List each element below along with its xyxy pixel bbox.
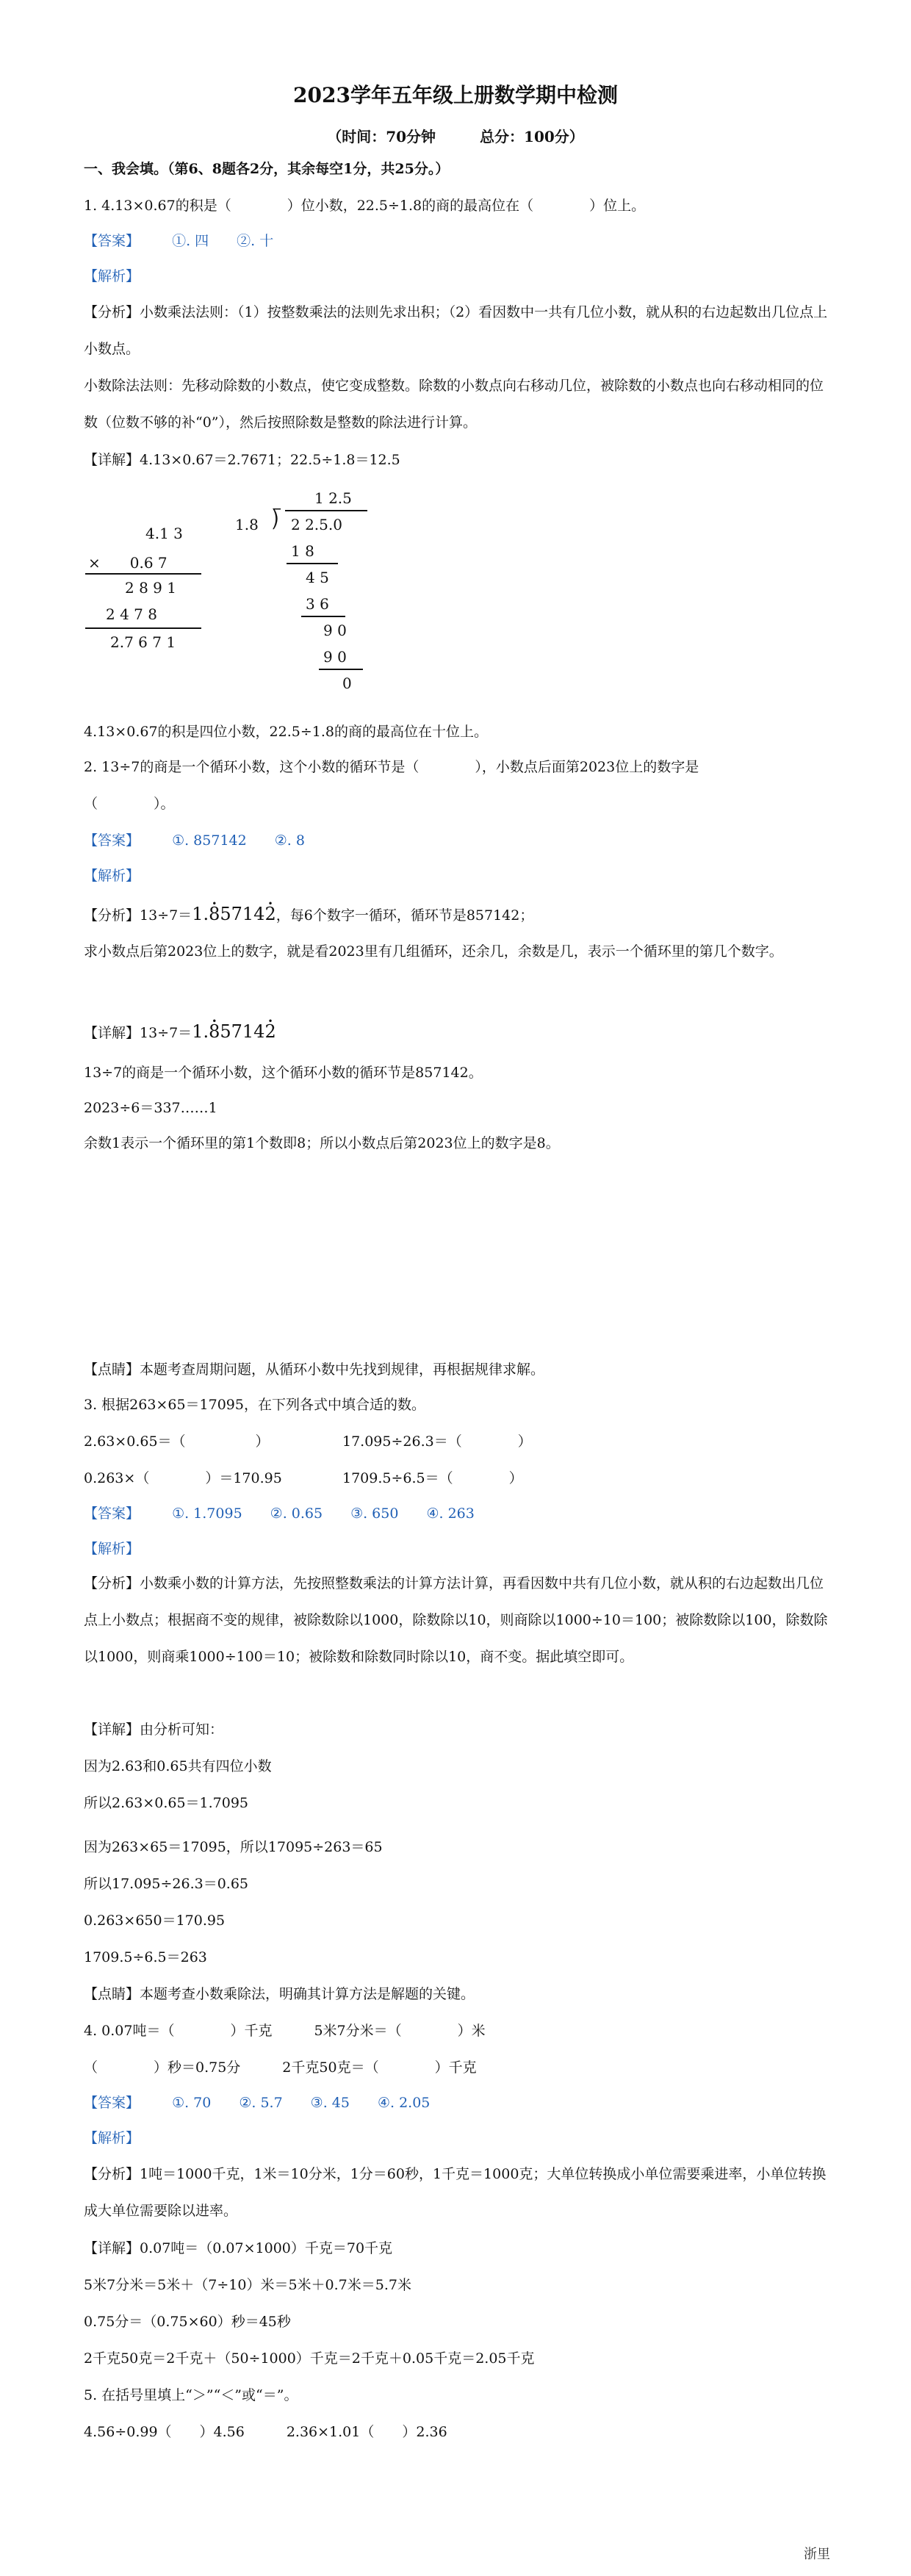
q3-answer xyxy=(84,1503,475,1524)
q1-question: 1. 4.13×0.67的积是（ ）位小数，22.5÷1.8的商的最高位在（ ）位上。 xyxy=(84,198,646,214)
repeating-decimal xyxy=(192,904,276,924)
q1-fenxi-1: 【分析】小数乘法法则：（1）按整数乘法的法则先求出积；（2）看因数中一共有几位小数，就从积的右边起数出几位点上小数点。 xyxy=(84,304,828,357)
q2-question-1: 2. 13÷7的商是一个循环小数，这个小数的循环节是（ ），小数点后面第2023位上的数字是 xyxy=(84,759,699,775)
q2-detail-2: 2023÷6＝337……1 xyxy=(84,1100,217,1116)
section-heading: 一、我会填。（第6、8题各2分，其余每空1分，共25分。） xyxy=(84,161,450,177)
q2-detail-1: 13÷7的商是一个循环小数，这个循环小数的循环节是857142。 xyxy=(84,1065,483,1081)
q2-answer-text: ①. 857142 ②. 8 xyxy=(172,832,305,849)
q5-line-1: 4.56÷0.99（ ）4.56 2.36×1.01（ ）2.36 xyxy=(84,2424,447,2440)
mult-row-3: 2 8 9 1 xyxy=(125,579,176,597)
div-step-5: 9 0 xyxy=(323,648,347,666)
q2-question-2: （ ）。 xyxy=(84,796,175,812)
answer-label: 【答案】 xyxy=(84,1505,140,1522)
q1-fenxi-2: 小数除法法则：先移动除数的小数点，使它变成整数。除数的小数点向右移动几位，被除数的小数点也向右移动相同的位数（位数不够的补“0”），然后按照除数是整数的除法进行计算。 xyxy=(84,378,824,431)
q3-fenxi: 【分析】小数乘小数的计算方法，先按照整数乘法的计算方法计算，再看因数中共有几位小数，就从积的右边起数出几位点上小数点；根据商不变的规律，被除数除以1000，除数除以10，则商除以1000÷10＝100；被除数除以100，除数除以1000，则商乘1000÷100＝10；被除数和除数同时除以10，商不变。据此填空即可。 xyxy=(84,1575,828,1665)
q1-conclusion: 4.13×0.67的积是四位小数，22.5÷1.8的商的最高位在十位上。 xyxy=(84,724,488,740)
div-line-2 xyxy=(301,616,345,617)
q3-analysis-label: 【解析】 xyxy=(84,1541,140,1557)
answer-label: 【答案】 xyxy=(84,2095,140,2111)
q3-detail-6: 1709.5÷6.5＝263 xyxy=(84,1949,207,1965)
div-dividend: 2 2.5.0 xyxy=(291,516,342,533)
mult-line-1 xyxy=(85,573,201,575)
rep-int: 1. xyxy=(192,904,209,924)
rep-mid: 5714 xyxy=(220,1021,265,1042)
div-line-1 xyxy=(287,563,338,564)
q3-answer-text: ①. 1.7095 ②. 0.65 ③. 650 ④. 263 xyxy=(172,1505,475,1522)
footer-watermark: 浙里 xyxy=(804,2547,830,2562)
div-step-1: 1 8 xyxy=(291,542,314,560)
q1-answer xyxy=(84,231,273,251)
rep-first: • 8 xyxy=(209,904,220,924)
q3-question: 3. 根据263×65＝17095，在下列各式中填合适的数。 xyxy=(84,1397,425,1413)
q2-dianjing: 【点睛】本题考查周期问题，从循环小数中先找到规律，再根据规律求解。 xyxy=(84,1361,545,1378)
q1-multiplication xyxy=(81,514,206,661)
q2-xiangjie xyxy=(84,1021,276,1043)
rep-last: • 2 xyxy=(264,1021,276,1042)
page-title: 2023学年五年级上册数学期中检测 xyxy=(293,83,618,107)
q4-detail-3: 0.75分＝（0.75×60）秒＝45秒 xyxy=(84,2314,291,2330)
q3-detail-3: 因为263×65＝17095，所以17095÷263＝65 xyxy=(84,1839,383,1855)
q4-detail-1: 【详解】0.07吨＝（0.07×1000）千克＝70千克 xyxy=(84,2240,393,2256)
q2-fenxi-1 xyxy=(84,904,533,926)
answer-label: 【答案】 xyxy=(84,233,140,249)
rep-last: • 2 xyxy=(264,904,276,924)
q3-detail-2: 所以2.63×0.65＝1.7095 xyxy=(84,1795,249,1811)
q3-line-1b: 17.095÷26.3＝（ ） xyxy=(342,1433,532,1450)
q2-answer xyxy=(84,830,305,851)
mult-line-2 xyxy=(85,627,201,629)
q4-fenxi: 【分析】1吨＝1000千克，1米＝10分米，1分＝60秒，1千克＝1000克；大单位转换成小单位需要乘进率，小单位转换成大单位需要除以进率。 xyxy=(84,2166,827,2219)
q3-detail-4: 所以17.095÷26.3＝0.65 xyxy=(84,1876,249,1892)
q3-detail-5: 0.263×650＝170.95 xyxy=(84,1913,226,1929)
div-bar xyxy=(285,510,367,511)
q3-detail-0: 【详解】由分析可知： xyxy=(84,1721,224,1738)
q1-xiangjie: 【详解】4.13×0.67＝2.7671；22.5÷1.8＝12.5 xyxy=(84,452,400,468)
div-step-3: 3 6 xyxy=(306,595,329,613)
q4-answer xyxy=(84,2093,430,2113)
mult-row-4: 2 4 7 8 xyxy=(106,605,157,623)
q4-detail-4: 2千克50克＝2千克＋（50÷1000）千克＝2千克＋0.05千克＝2.05千克 xyxy=(84,2350,535,2367)
q2-fenxi-2: 求小数点后第2023位上的数字，就是看2023里有几组循环，还余几，余数是几，表示一个循环里的第几个数字。 xyxy=(84,943,783,960)
rep-mid: 5714 xyxy=(220,904,265,924)
div-step-2: 4 5 xyxy=(306,569,329,586)
q2-detail-3: 余数1表示一个循环里的第1个数即8；所以小数点后第2023位上的数字是8。 xyxy=(84,1135,560,1151)
q4-answer-text: ①. 70 ②. 5.7 ③. 45 ④. 2.05 xyxy=(172,2095,431,2111)
q1-division xyxy=(228,486,375,707)
q2-fenxi-prefix: 【分析】13÷7＝ xyxy=(84,907,192,924)
div-quotient: 1 2.5 xyxy=(314,489,352,507)
rep-first: • 8 xyxy=(209,1021,220,1042)
div-line-3 xyxy=(319,669,363,670)
q3-line-1a: 2.63×0.65＝（ ） xyxy=(84,1433,270,1450)
repeating-decimal xyxy=(192,1021,276,1042)
answer-label: 【答案】 xyxy=(84,832,140,849)
q4-detail-2: 5米7分米＝5米＋（7÷10）米＝5米＋0.7米＝5.7米 xyxy=(84,2277,411,2293)
q1-answer-text: ①. 四 ②. 十 xyxy=(172,233,274,249)
rep-int: 1. xyxy=(192,1021,209,1042)
mult-row-1: 4.1 3 xyxy=(145,525,183,542)
mult-row-5: 2.7 6 7 1 xyxy=(110,633,176,651)
q4-analysis-label: 【解析】 xyxy=(84,2130,140,2146)
mult-row-2: × 0.6 7 xyxy=(88,554,168,572)
page-subtitle: （时间：70分钟 总分：100分） xyxy=(327,128,584,145)
q3-line-2b: 1709.5÷6.5＝（ ） xyxy=(342,1470,523,1486)
div-bracket: ⟌ xyxy=(272,508,281,534)
q4-line-1: 4. 0.07吨＝（ ）千克 5米7分米＝（ ）米 xyxy=(84,2023,486,2039)
q2-xiangjie-prefix: 【详解】13÷7＝ xyxy=(84,1025,192,1041)
div-step-6: 0 xyxy=(342,674,352,692)
q3-line-2a: 0.263×（ ）＝170.95 xyxy=(84,1470,282,1486)
q2-analysis-label: 【解析】 xyxy=(84,868,140,884)
q5-question: 5. 在括号里填上“＞”“＜”或“＝”。 xyxy=(84,2387,298,2403)
q3-detail-1: 因为2.63和0.65共有四位小数 xyxy=(84,1758,272,1774)
div-step-4: 9 0 xyxy=(323,622,347,639)
q3-dianjing: 【点睛】本题考查小数乘除法，明确其计算方法是解题的关键。 xyxy=(84,1986,475,2002)
q2-fenxi-suffix: ，每6个数字一循环，循环节是857142； xyxy=(276,907,534,924)
q1-analysis-label: 【解析】 xyxy=(84,268,140,284)
q4-line-2: （ ）秒＝0.75分 2千克50克＝（ ）千克 xyxy=(84,2059,477,2076)
div-divisor: 1.8 xyxy=(235,516,259,533)
